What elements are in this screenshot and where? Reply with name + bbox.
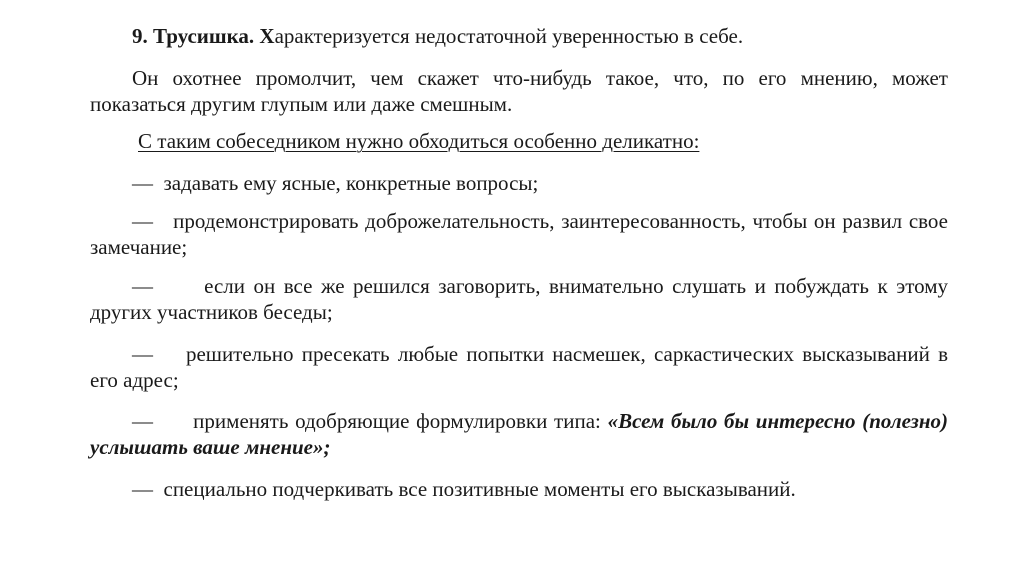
list-item-5-emphasis: «Всем было бы интересно (полезно) услышать ваше мнение»; (90, 409, 949, 459)
paragraph-1: Он охотнее промолчит, чем скажет что-нибудь такое, что, по его мнению, может показаться другим глупым или даже смешным. (90, 66, 948, 116)
list-item-6-text: специально подчеркивать все позитивные моменты его высказываний. (163, 477, 796, 501)
lead-text: С таким собеседником нужно обходиться особенно деликатно: (138, 129, 700, 153)
list-item-5 (90, 408, 948, 460)
lead-line (90, 128, 948, 154)
list-item-3-text: если он все же решился заговорить, внимательно слушать и побуждать к этому других участников беседы; (90, 274, 949, 324)
heading-line (90, 23, 948, 49)
dash: — (132, 409, 153, 433)
list-item-4-text: решительно пресекать любые попытки насмешек, саркастических высказываний в его адрес; (90, 342, 948, 392)
list-item-2 (90, 208, 948, 260)
list-item-2-text: продемонстрировать доброжелательность, заинтересованность, чтобы он развил свое замечание; (90, 209, 948, 259)
dash: — (132, 477, 153, 501)
heading-number: 9. (132, 24, 148, 48)
list-item-1 (90, 170, 948, 196)
list-item-4 (90, 341, 948, 393)
heading-rest: арактеризуется недостаточной уверенностью в себе. (274, 24, 744, 48)
heading-term: Трусишка. (153, 24, 255, 48)
list-item-1-text: задавать ему ясные, конкретные вопросы; (163, 171, 539, 195)
heading-capital-letter: Х (259, 24, 275, 48)
list-item-6 (90, 476, 948, 502)
dash: — (132, 274, 153, 298)
dash: — (132, 209, 153, 233)
dash: — (132, 171, 153, 195)
dash: — (132, 342, 153, 366)
list-item-3 (90, 273, 948, 325)
list-item-5-text: применять одобряющие формулировки типа: (193, 409, 601, 433)
